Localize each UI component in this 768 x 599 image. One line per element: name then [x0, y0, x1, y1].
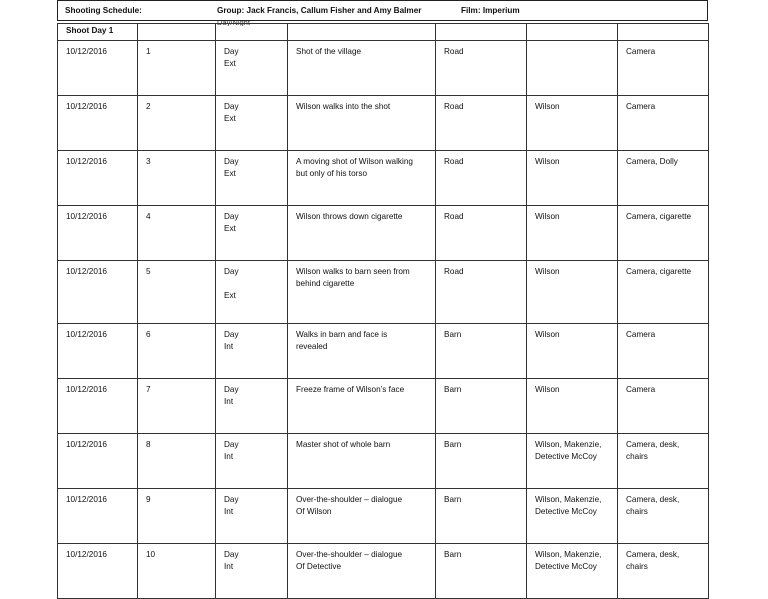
description-line: Freeze frame of Wilson’s face [296, 385, 405, 394]
cast-line: Detective McCoy [535, 562, 597, 571]
scene-row [58, 206, 709, 261]
equipment-cell [618, 544, 709, 599]
description-line: but only of his torso [296, 169, 367, 178]
equipment-line: Camera, desk, [626, 495, 680, 504]
equipment-line: Camera, desk, [626, 550, 680, 559]
group-members: Group: Jack Francis, Callum Fisher and Amy Balmer [217, 6, 422, 15]
scene-number-cell: 7 [138, 379, 216, 434]
equipment-cell [618, 489, 709, 544]
scene-number-cell: 1 [138, 41, 216, 96]
day-night-cell [216, 41, 288, 96]
equipment-cell [618, 434, 709, 489]
empty-cell [527, 24, 618, 41]
equipment-cell [618, 41, 709, 96]
equipment-line: Camera [626, 330, 656, 339]
scene-number-cell: 6 [138, 324, 216, 379]
equipment-cell [618, 324, 709, 379]
location-cell: Road [436, 41, 527, 96]
date-cell: 10/12/2016 [58, 379, 138, 434]
cast-cell [527, 489, 618, 544]
cut-off-column-header: Day/Night [217, 21, 250, 26]
equipment-line: Camera [626, 385, 656, 394]
description-cell [288, 489, 436, 544]
day-night-line: Int [224, 452, 234, 461]
cast-line: Wilson [535, 157, 560, 166]
day-night-cell [216, 489, 288, 544]
day-night-cell [216, 206, 288, 261]
equipment-line: chairs [626, 562, 648, 571]
day-night-line: Int [224, 507, 234, 516]
equipment-line: chairs [626, 452, 648, 461]
schedule-title: Shooting Schedule: [65, 6, 142, 15]
schedule-sheet [57, 0, 708, 571]
scene-row [58, 96, 709, 151]
day-night-line: Day [224, 550, 239, 559]
day-night-cell [216, 379, 288, 434]
cast-cell [527, 41, 618, 96]
day-night-line: Day [224, 440, 239, 449]
date-cell: 10/12/2016 [58, 489, 138, 544]
equipment-cell [618, 379, 709, 434]
cast-cell [527, 206, 618, 261]
description-cell [288, 151, 436, 206]
scene-row [58, 41, 709, 96]
scene-number-cell: 3 [138, 151, 216, 206]
date-cell: 10/12/2016 [58, 261, 138, 324]
day-night-cell [216, 324, 288, 379]
description-line: Shot of the village [296, 47, 362, 56]
scene-number-cell: 8 [138, 434, 216, 489]
day-night-cell [216, 151, 288, 206]
day-night-cell [216, 434, 288, 489]
location-cell: Road [436, 261, 527, 324]
description-line: Walks in barn and face is [296, 330, 388, 339]
day-night-line: Ext [224, 291, 236, 300]
day-night-line: Day [224, 102, 239, 111]
cast-line: Wilson [535, 212, 560, 221]
scene-number-cell: 2 [138, 96, 216, 151]
description-cell [288, 206, 436, 261]
scene-row [58, 544, 709, 599]
day-night-cell [216, 261, 288, 324]
scene-row [58, 261, 709, 324]
date-cell: 10/12/2016 [58, 96, 138, 151]
description-cell [288, 324, 436, 379]
cast-cell [527, 434, 618, 489]
equipment-line: Camera, Dolly [626, 157, 678, 166]
equipment-cell [618, 206, 709, 261]
empty-cell [216, 24, 288, 41]
day-night-line [224, 278, 283, 290]
date-cell: 10/12/2016 [58, 151, 138, 206]
equipment-cell [618, 151, 709, 206]
day-night-line: Ext [224, 114, 236, 123]
cast-line: Wilson, Makenzie, [535, 495, 602, 504]
description-line: Of Wilson [296, 507, 332, 516]
day-night-line: Ext [224, 169, 236, 178]
location-cell: Barn [436, 324, 527, 379]
cast-line: Wilson, Makenzie, [535, 440, 602, 449]
cast-cell [527, 151, 618, 206]
date-cell: 10/12/2016 [58, 41, 138, 96]
date-cell: 10/12/2016 [58, 324, 138, 379]
equipment-cell [618, 261, 709, 324]
empty-cell [618, 24, 709, 41]
day-night-line: Day [224, 212, 239, 221]
description-line: Master shot of whole barn [296, 440, 391, 449]
cast-line: Wilson [535, 385, 560, 394]
scene-row [58, 489, 709, 544]
description-line: behind cigarette [296, 279, 355, 288]
day-night-line: Day [224, 157, 239, 166]
day-night-line: Int [224, 342, 234, 351]
cast-cell [527, 379, 618, 434]
description-line: Over-the-shoulder – dialogue [296, 550, 403, 559]
day-night-line: Int [224, 562, 234, 571]
description-cell [288, 41, 436, 96]
equipment-line: Camera, cigarette [626, 267, 692, 276]
description-cell [288, 96, 436, 151]
day-night-cell [216, 544, 288, 599]
schedule-table-body [58, 24, 709, 599]
date-cell: 10/12/2016 [58, 206, 138, 261]
cast-line [535, 46, 613, 58]
day-night-line: Ext [224, 59, 236, 68]
day-night-line: Day [224, 47, 239, 56]
cast-cell [527, 324, 618, 379]
cast-line: Wilson [535, 102, 560, 111]
description-line: Over-the-shoulder – dialogue [296, 495, 403, 504]
empty-cell [436, 24, 527, 41]
shoot-day-label: Shoot Day 1 [58, 24, 138, 41]
description-line: Of Detective [296, 562, 342, 571]
day-night-line: Ext [224, 224, 236, 233]
cast-line: Detective McCoy [535, 452, 597, 461]
scene-row [58, 379, 709, 434]
equipment-line: Camera [626, 102, 656, 111]
description-line: A moving shot of Wilson walking [296, 157, 413, 166]
description-cell [288, 261, 436, 324]
date-cell: 10/12/2016 [58, 544, 138, 599]
location-cell: Barn [436, 379, 527, 434]
description-line: revealed [296, 342, 328, 351]
schedule-table [57, 23, 709, 599]
scene-number-cell: 10 [138, 544, 216, 599]
description-line: Wilson walks to barn seen from [296, 267, 410, 276]
date-cell: 10/12/2016 [58, 434, 138, 489]
scene-row [58, 324, 709, 379]
description-cell [288, 434, 436, 489]
day-night-line: Day [224, 330, 239, 339]
film-title: Film: Imperium [461, 6, 520, 15]
cast-line: Wilson [535, 330, 560, 339]
description-line: Wilson throws down cigarette [296, 212, 403, 221]
equipment-line: Camera, cigarette [626, 212, 692, 221]
shoot-day-row [58, 24, 709, 41]
cast-line: Wilson, Makenzie, [535, 550, 602, 559]
location-cell: Barn [436, 434, 527, 489]
equipment-cell [618, 96, 709, 151]
scene-number-cell: 5 [138, 261, 216, 324]
scene-row [58, 151, 709, 206]
schedule-header [57, 0, 708, 21]
location-cell: Barn [436, 544, 527, 599]
description-line: Wilson walks into the shot [296, 102, 391, 111]
empty-cell [288, 24, 436, 41]
equipment-line: Camera, desk, [626, 440, 680, 449]
empty-cell [138, 24, 216, 41]
equipment-line: chairs [626, 507, 648, 516]
location-cell: Barn [436, 489, 527, 544]
equipment-line: Camera [626, 47, 656, 56]
location-cell: Road [436, 151, 527, 206]
day-night-cell [216, 96, 288, 151]
cast-cell [527, 544, 618, 599]
day-night-line: Int [224, 397, 234, 406]
description-cell [288, 544, 436, 599]
location-cell: Road [436, 206, 527, 261]
cast-line: Detective McCoy [535, 507, 597, 516]
scene-number-cell: 9 [138, 489, 216, 544]
cast-cell [527, 261, 618, 324]
location-cell: Road [436, 96, 527, 151]
day-night-line: Day [224, 267, 239, 276]
description-cell [288, 379, 436, 434]
scene-row [58, 434, 709, 489]
cast-line: Wilson [535, 267, 560, 276]
day-night-line: Day [224, 385, 239, 394]
scene-number-cell: 4 [138, 206, 216, 261]
cast-cell [527, 96, 618, 151]
day-night-line: Day [224, 495, 239, 504]
